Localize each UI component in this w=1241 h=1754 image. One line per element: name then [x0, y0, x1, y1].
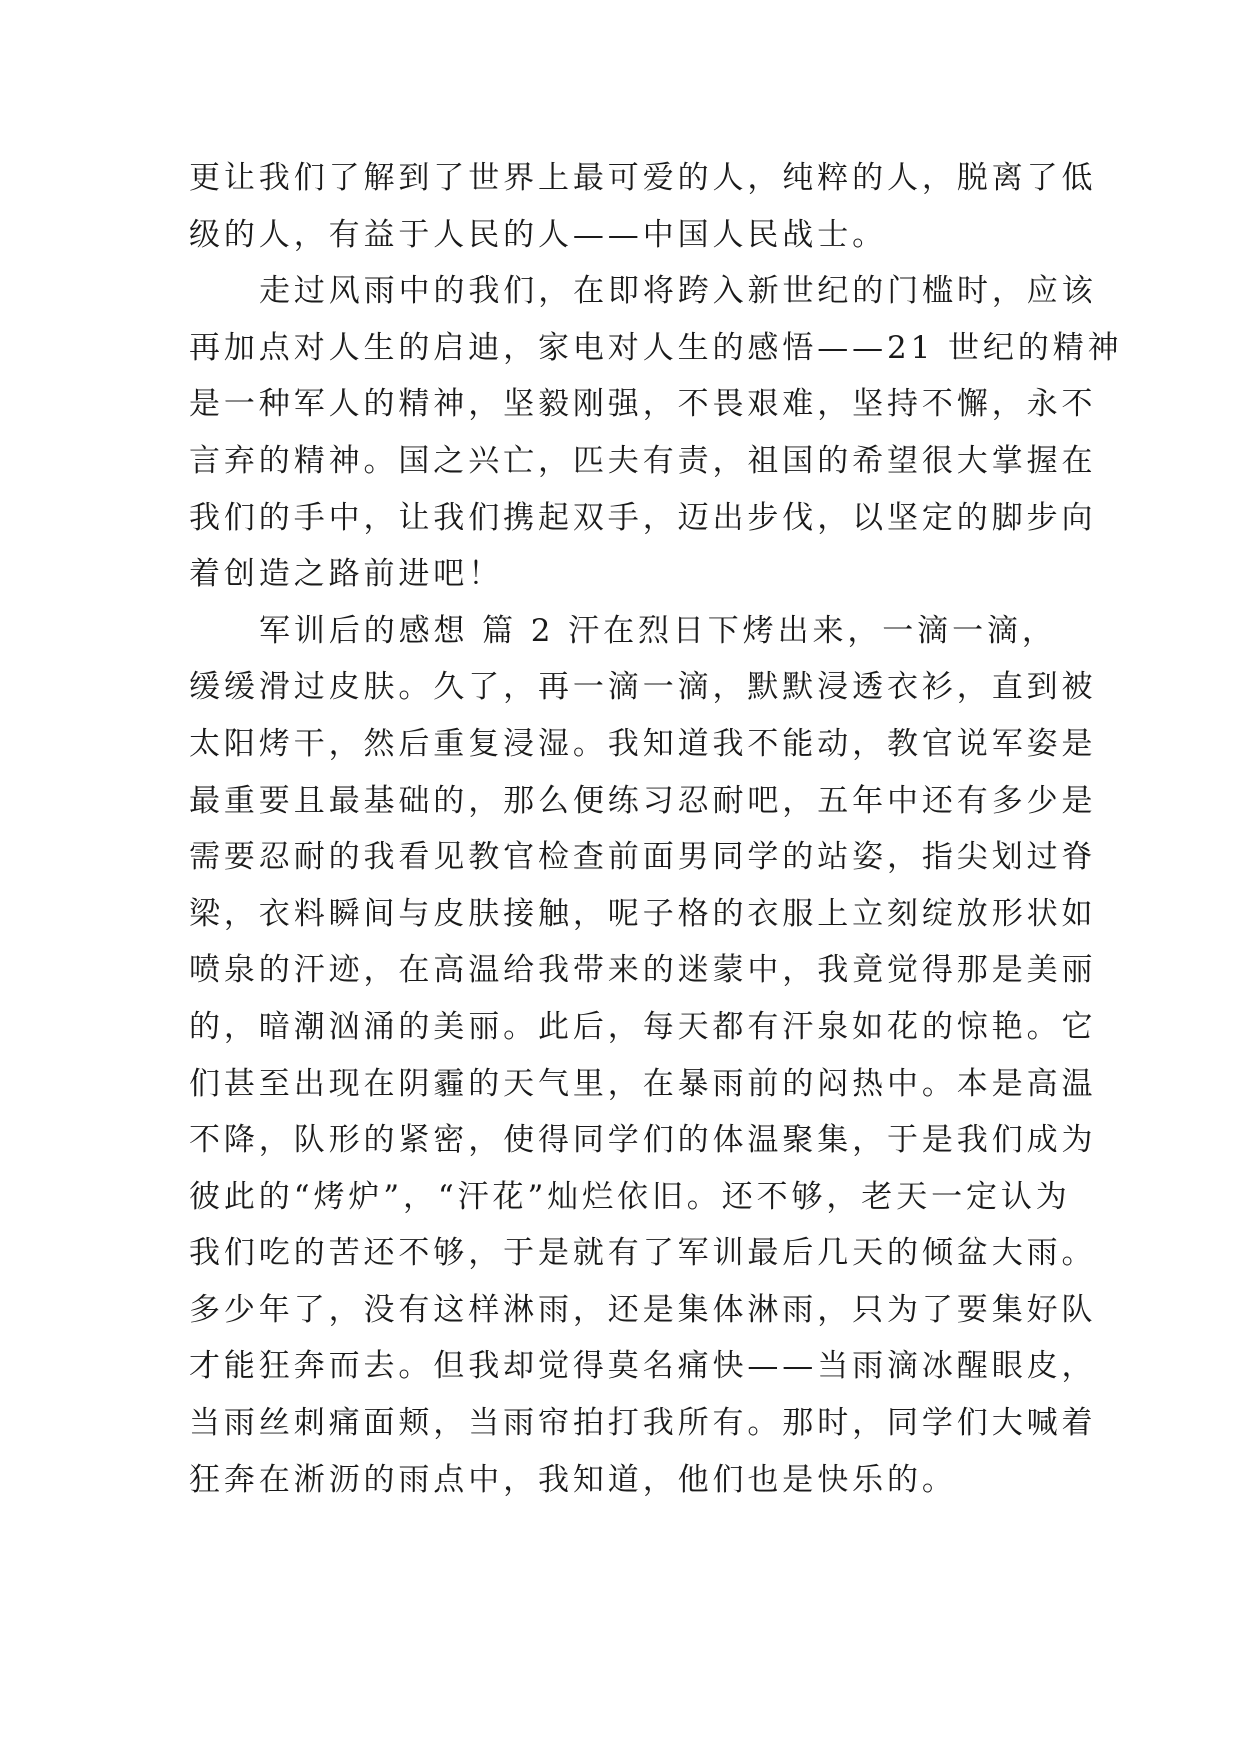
text-line: 的，暗潮汹涌的美丽。此后，每天都有汗泉如花的惊艳。它	[189, 1008, 1097, 1045]
text-line: 们甚至出现在阴霾的天气里，在暴雨前的闷热中。本是高温	[189, 1065, 1097, 1102]
text-line: 我们的手中，让我们携起双手，迈出步伐，以坚定的脚步向	[189, 499, 1097, 536]
text-line: 缓缓滑过皮肤。久了，再一滴一滴，默默浸透衣衫，直到被	[189, 669, 1097, 706]
text-line: 太阳烤干，然后重复浸湿。我知道我不能动，教官说军姿是	[189, 725, 1097, 762]
text-line: 需要忍耐的我看见教官检查前面男同学的站姿，指尖划过脊	[189, 839, 1097, 876]
text-line: 多少年了，没有这样淋雨，还是集体淋雨，只为了要集好队	[189, 1291, 1097, 1328]
text-line: 着创造之路前进吧！	[189, 556, 504, 593]
body-text	[189, 150, 1123, 1508]
text-line: 当雨丝刺痛面颊，当雨帘拍打我所有。那时，同学们大喊着	[189, 1405, 1097, 1442]
text-line: 不降，队形的紧密，使得同学们的体温聚集，于是我们成为	[189, 1122, 1097, 1159]
text-line: 喷泉的汗迹，在高温给我带来的迷蒙中，我竟觉得那是美丽	[189, 952, 1097, 989]
text-line: 言弃的精神。国之兴亡，匹夫有责，祖国的希望很大掌握在	[189, 442, 1097, 479]
text-line: 级的人，有益于人民的人——中国人民战士。	[189, 216, 887, 253]
text-line: 更让我们了解到了世界上最可爱的人，纯粹的人，脱离了低	[189, 160, 1097, 196]
text-line: 最重要且最基础的，那么便练习忍耐吧，五年中还有多少是	[189, 782, 1097, 819]
text-line: 军训后的感想 篇 2 汗在烈日下烤出来，一滴一滴，	[259, 612, 1057, 649]
text-line: 是一种军人的精神，坚毅刚强，不畏艰难，坚持不懈，永不	[189, 386, 1097, 423]
text-line: 彼此的“烤炉”，“汗花”灿烂依旧。还不够，老天一定认为	[189, 1178, 1071, 1215]
text-line: 再加点对人生的启迪，家电对人生的感悟——21 世纪的精神	[189, 329, 1123, 366]
text-line: 我们吃的苦还不够，于是就有了军训最后几天的倾盆大雨。	[189, 1235, 1097, 1272]
text-line: 梁，衣料瞬间与皮肤接触，呢子格的衣服上立刻绽放形状如	[189, 895, 1097, 932]
text-line: 才能狂奔而去。但我却觉得莫名痛快——当雨滴冰醒眼皮，	[189, 1348, 1097, 1385]
text-line: 走过风雨中的我们，在即将跨入新世纪的门槛时，应该	[259, 273, 1097, 310]
text-line: 狂奔在淅沥的雨点中，我知道，他们也是快乐的。	[189, 1461, 957, 1498]
